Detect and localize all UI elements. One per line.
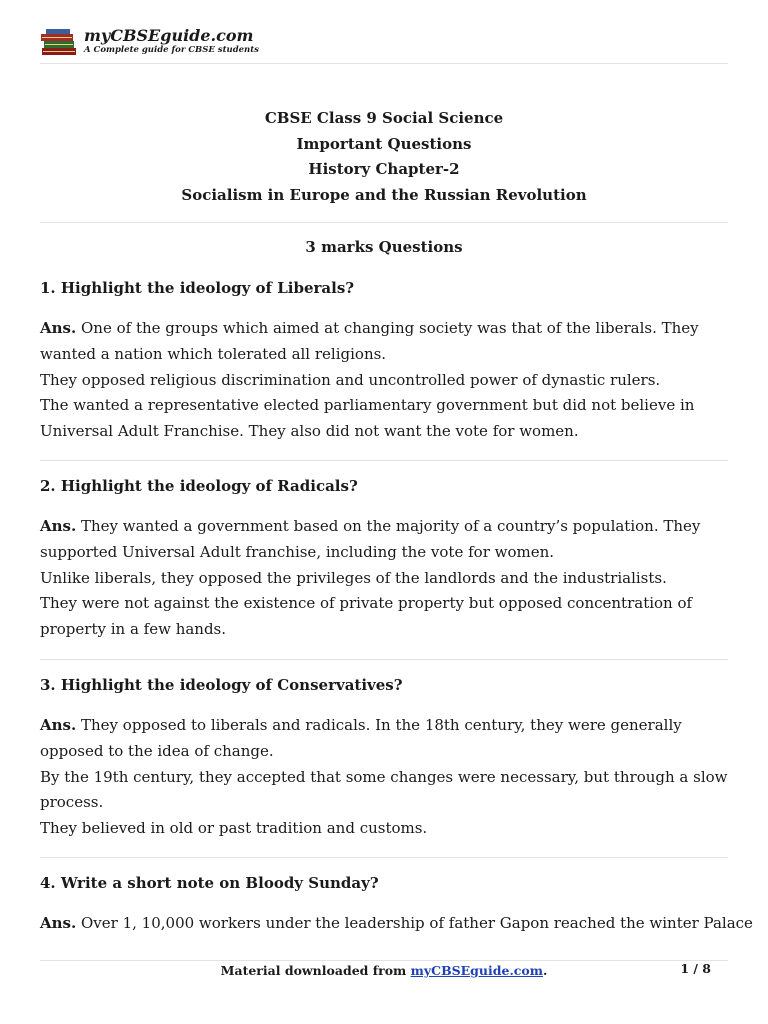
answer-3-line-1: They opposed to liberals and radicals. In the 18th century, they were generally opposed to the idea of change. xyxy=(40,716,682,760)
question-divider xyxy=(40,460,728,461)
question-divider xyxy=(40,659,728,660)
answer-1 xyxy=(40,316,730,445)
title-line-2: Important Questions xyxy=(296,134,472,153)
title-line-3: History Chapter-2 xyxy=(308,160,460,178)
footer xyxy=(40,963,728,978)
brand-name xyxy=(84,26,253,45)
site-logo[interactable] xyxy=(40,26,259,60)
footer-period: . xyxy=(542,963,548,978)
question-1: 1. Highlight the ideology of Liberals? xyxy=(40,279,355,297)
answer-4 xyxy=(40,911,753,937)
answer-1-line-2: They opposed religious discrimination and uncontrolled power of dynastic rulers. xyxy=(40,370,661,389)
answer-label: Ans. xyxy=(40,716,77,734)
brand-tagline: A Complete guide for CBSE students xyxy=(84,45,259,55)
books-logo-icon xyxy=(40,28,80,58)
question-divider xyxy=(40,857,728,858)
answer-label: Ans. xyxy=(40,517,77,535)
answer-2-line-3: They were not against the existence of private property but opposed concentration of property in a few hands. xyxy=(40,594,693,639)
header-divider xyxy=(40,63,728,64)
question-2: 2. Highlight the ideology of Radicals? xyxy=(40,477,358,495)
brand-prefix: my xyxy=(84,26,111,45)
title-divider xyxy=(40,222,728,223)
footer-link[interactable]: myCBSEguide.com xyxy=(410,963,543,978)
answer-3-line-3: They believed in old or past tradition and customs. xyxy=(40,819,428,838)
footer-text: Material downloaded from xyxy=(220,963,411,978)
document-title xyxy=(40,106,728,208)
answer-3-line-2: By the 19th century, they accepted that some changes were necessary, but through a slow process. xyxy=(40,767,728,812)
answer-2 xyxy=(40,514,730,643)
title-line-1: CBSE Class 9 Social Science xyxy=(264,109,504,127)
footer-divider xyxy=(40,960,728,961)
answer-2-line-1: They wanted a government based on the majority of a country’s population. They supported Universal Adult franchise, including the vote for women. xyxy=(40,517,701,561)
page-number: 1 / 8 xyxy=(680,961,711,976)
answer-1-line-1: One of the groups which aimed at changing society was that of the liberals. They wanted a nation which tolerated all religions. xyxy=(40,319,699,363)
answer-2-line-2: Unlike liberals, they opposed the privileges of the landlords and the industrialists. xyxy=(40,568,667,587)
brand-suffix: guide.com xyxy=(160,26,254,45)
section-heading: 3 marks Questions xyxy=(305,238,463,256)
brand-cbse: CBSE xyxy=(110,26,161,45)
answer-4-line-1: Over 1, 10,000 workers under the leadership of father Gapon reached the winter Palace xyxy=(81,914,753,932)
question-4: 4. Write a short note on Bloody Sunday? xyxy=(40,874,379,892)
answer-label: Ans. xyxy=(40,319,77,337)
answer-3 xyxy=(40,713,730,842)
question-3: 3. Highlight the ideology of Conservatives? xyxy=(40,676,403,694)
answer-1-line-3: The wanted a representative elected parliamentary government but did not believe in Universal Adult Franchise. They also did not want the vote for women. xyxy=(40,396,695,441)
answer-label: Ans. xyxy=(40,914,77,932)
title-line-4: Socialism in Europe and the Russian Revolution xyxy=(181,185,587,204)
